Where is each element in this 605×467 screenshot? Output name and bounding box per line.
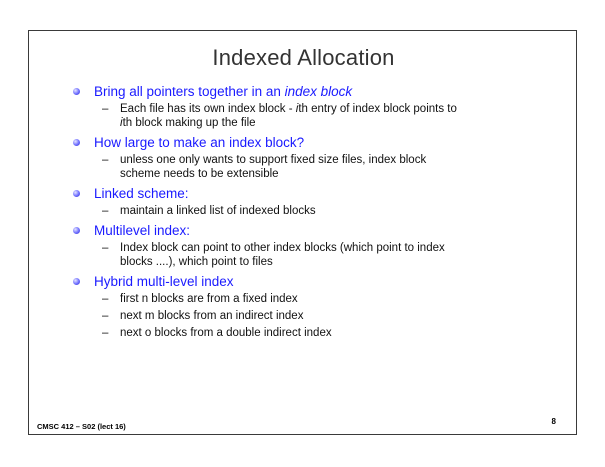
page-number: 8	[551, 417, 556, 426]
bullet-dot-icon	[73, 278, 80, 285]
sub-text-part: th entry of index block points to	[298, 103, 457, 115]
bullet-dot-icon	[73, 139, 80, 146]
bullet-item	[69, 222, 559, 269]
bullet-dot-icon	[73, 190, 80, 197]
sub-text: Index block can point to other index blocks (which point to index	[120, 242, 445, 254]
sub-item	[69, 204, 559, 218]
bullet-text-emphasis: index block	[284, 84, 353, 99]
bullet-item	[69, 83, 559, 130]
sub-text: first n blocks are from a fixed index	[120, 293, 298, 305]
sub-text: maintain a linked list of indexed blocks	[120, 205, 316, 217]
sub-text-part: Each file has its own index block -	[120, 103, 296, 115]
slide-title: Indexed Allocation	[212, 45, 395, 70]
bullet-text: Linked scheme:	[94, 186, 189, 201]
dash-marker: –	[102, 327, 109, 339]
dash-marker: –	[102, 103, 109, 115]
bullet-dot-icon	[73, 227, 80, 234]
bullet-item	[69, 134, 559, 181]
footer-course-label: CMSC 412 – S02 (lect 16)	[37, 422, 126, 431]
dash-marker: –	[102, 310, 109, 322]
bullet-dot-icon	[73, 88, 80, 95]
bullet-text: How large to make an index block?	[94, 135, 305, 150]
bullet-item	[69, 185, 559, 218]
sub-text: scheme needs to be extensible	[120, 168, 279, 180]
slide	[28, 30, 577, 435]
bullet-text	[69, 83, 559, 100]
dash-marker: –	[102, 154, 109, 166]
sub-text-part: th block making up the file	[122, 117, 256, 129]
sub-text: next o blocks from a double indirect index	[120, 327, 332, 339]
sub-list	[69, 241, 559, 269]
sub-item	[69, 292, 559, 306]
bullet-text: Multilevel index:	[94, 223, 191, 238]
bullet-item	[69, 273, 559, 340]
sub-list	[69, 153, 559, 181]
sub-item	[69, 309, 559, 323]
sub-text-italic: i	[120, 117, 123, 129]
bullet-text-part: Bring all pointers together in an	[94, 84, 285, 99]
sub-list	[69, 292, 559, 340]
dash-marker: –	[102, 242, 109, 254]
bullet-list	[69, 83, 559, 344]
sub-list	[69, 204, 559, 218]
dash-marker: –	[102, 293, 109, 305]
sub-item	[69, 326, 559, 340]
bullet-text: Hybrid multi-level index	[94, 274, 234, 289]
sub-item	[69, 153, 559, 181]
sub-item	[69, 102, 559, 130]
dash-marker: –	[102, 205, 109, 217]
sub-list	[69, 102, 559, 130]
sub-item	[69, 241, 559, 269]
sub-text-italic: i	[295, 103, 299, 115]
sub-text: next m blocks from an indirect index	[120, 310, 304, 322]
sub-text: unless one only wants to support fixed size files, index block	[120, 154, 427, 166]
sub-text: blocks ....), which point to files	[120, 256, 273, 268]
